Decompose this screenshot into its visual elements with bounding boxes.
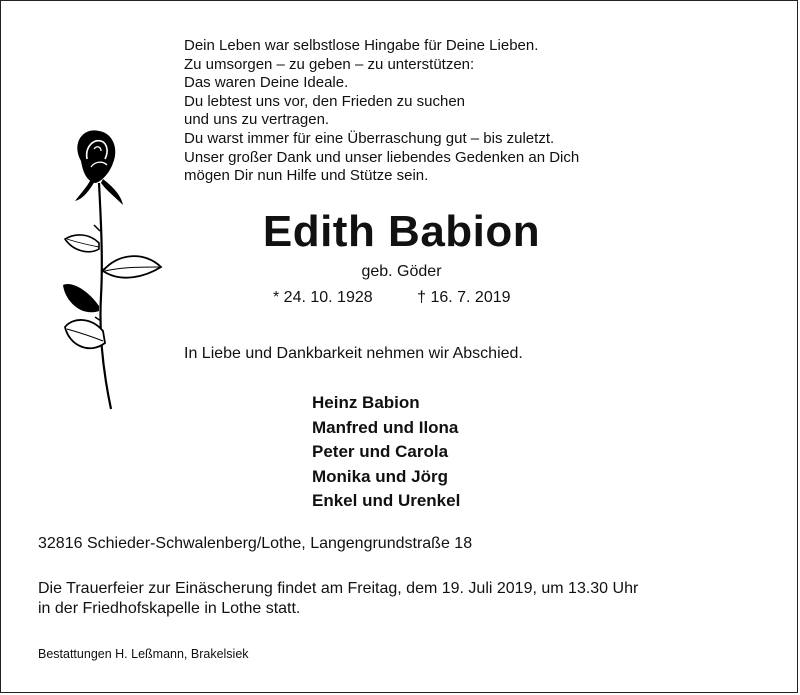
mourner-name: Manfred und Ilona [312, 417, 459, 437]
poem-line: Du warst immer für eine Überraschung gut – bis zuletzt. [184, 129, 555, 147]
service-line: Die Trauerfeier zur Einäscherung findet am Freitag, dem 19. Juli 2019, um 13.30 Uhr [38, 580, 639, 597]
poem-line: Zu umsorgen – zu geben – zu unterstützen: [184, 55, 475, 73]
life-dates [273, 289, 511, 307]
poem [184, 37, 579, 186]
farewell-text: In Liebe und Dankbarkeit nehmen wir Abschied. [184, 345, 523, 362]
poem-line: mögen Dir nun Hilfe und Stütze sein. [184, 167, 429, 185]
poem-line: Du lebtest uns vor, den Frieden zu suchen [184, 92, 466, 110]
service-line: in der Friedhofskapelle in Lothe statt. [38, 600, 301, 617]
address: 32816 Schieder-Schwalenberg/Lothe, Langengrundstraße 18 [38, 535, 473, 552]
mourners-list [312, 391, 460, 514]
poem-line: Unser großer Dank und unser liebendes Gedenken an Dich [184, 148, 580, 166]
mourner-name: Peter und Carola [312, 442, 449, 461]
birth-date: * 24. 10. 1928 [273, 289, 373, 306]
deceased-name: Edith Babion [262, 207, 541, 256]
poem-line: Das waren Deine Ideale. [184, 74, 349, 92]
mourner-name: Monika und Jörg [312, 466, 448, 486]
maiden-name: geb. Göder [361, 263, 442, 280]
undertaker: Bestattungen H. Leßmann, Brakelsiek [38, 647, 249, 661]
death-date: † 16. 7. 2019 [417, 289, 511, 306]
mourner-name: Enkel und Urenkel [312, 491, 461, 510]
mourner-name: Heinz Babion [312, 393, 420, 412]
poem-line: Dein Leben war selbstlose Hingabe für Deine Lieben. [184, 37, 539, 54]
poem-line: und uns zu vertragen. [184, 111, 330, 129]
service-info [38, 579, 638, 619]
